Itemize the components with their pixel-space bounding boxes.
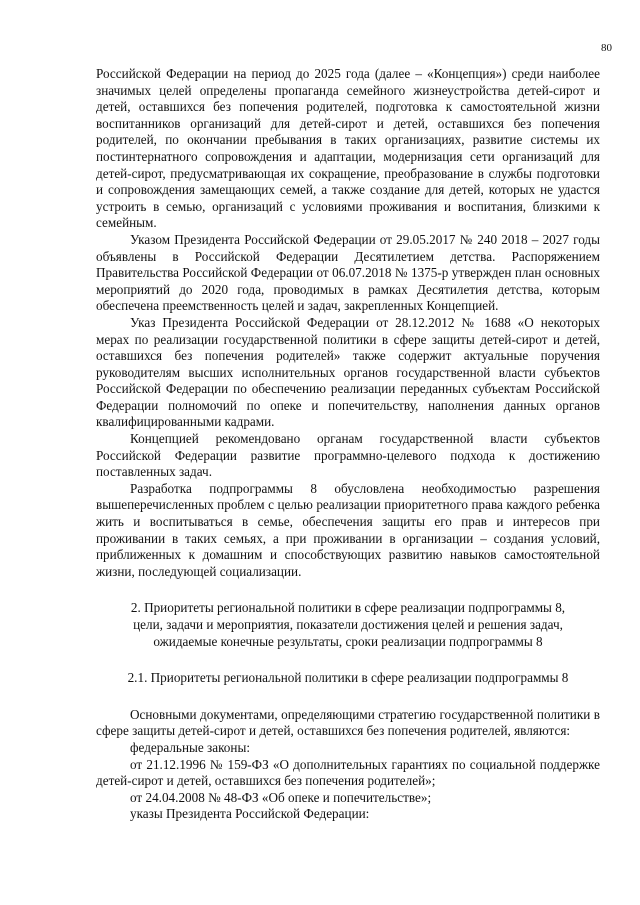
paragraph-concept-recommendation: Концепцией рекомендовано органам государственной власти субъектов Российской Федерации развитие программно-целевого подхода к достижению поставленных задач. [96,431,600,480]
law-item-159-fz: от 21.12.1996 № 159-ФЗ «О дополнительных гарантиях по социальной поддержке детей-сирот и детей, оставшихся без попечения родителей»; [96,756,600,789]
section-heading-line: ожидаемые конечные результаты, сроки реализации подпрограммы 8 [153,633,543,649]
page-number: 80 [601,42,612,54]
paragraph-basis-documents: Основными документами, определяющими стратегию государственной политики в сфере защиты детей-сирот и детей, оставшихся без попечения родителей, являются: [96,706,600,739]
section-heading-line: цели, задачи и мероприятия, показатели достижения целей и решения задач, [133,617,563,632]
paragraph-concept-goals: Российской Федерации на период до 2025 года (далее – «Концепция») среди наиболее значимых целей определены пропаганда семейного жизнеустройства детей-сирот и детей, оставшихся без попечения родителей, подготовка к самостоятельной жизни воспитанников организаций для детей-сирот и детей, оставшихся без попечения родителей, по окончании пребывания в таких организациях, развитие системы их постинтернатного сопровождения и адаптации, модернизация сети организаций для детей-сирот, предусматривающая их сокращение, преобразование в службы подготовки и сопровождения замещающих семей, а также создание для детей, которых не удастся устроить в семью, организаций с условиями проживания и воспитания, близкими к семейным. [96,66,600,231]
paragraph-subprogram-rationale: Разработка подпрограммы 8 обусловлена необходимостью разрешения вышеперечисленных проблем с целью реализации приоритетного права каждого ребенка жить и воспитываться в семье, обеспечения защиты его прав и интересов при проживании в таких семьях, а при проживании в организации – создания условий, приближенных к домашним и способствующих развитию навыков самостоятельной жизни, последующей социализации. [96,480,600,579]
section-heading [96,600,600,650]
subsection-heading: 2.1. Приоритеты региональной политики в сфере реализации подпрограммы 8 [127,670,569,686]
paragraph-decade-of-childhood: Указом Президента Российской Федерации от 29.05.2017 № 240 2018 – 2027 годы объявлены в Российской Федерации Десятилетием детства. Распоряжением Правительства Российской Федерации от 06.07.2018 № 1375-р утвержден план основных мероприятий до 2020 года, проводимых в рамках Десятилетия детства, которым обеспечена преемственность целей и задач, закрепленных Концепцией. [96,231,600,314]
law-item-48-fz: от 24.04.2008 № 48-ФЗ «Об опеке и попечительстве»; [130,789,432,805]
decrees-label: указы Президента Российской Федерации: [130,806,370,822]
document-body [96,66,600,823]
paragraph-decree-1688: Указ Президента Российской Федерации от 28.12.2012 № 1688 «О некоторых мерах по реализации государственной политики в сфере защиты детей-сирот и детей, оставшихся без попечения родителей» также содержит актуальные поручения руководителям высших исполнительных органов государственной власти субъектов Российской Федерации по обеспечению реализации переданных субъектам Российской Федерации полномочий по опеке и попечительству, наполнения данных органов квалифицированными кадрами. [96,314,600,430]
federal-laws-label: федеральные законы: [130,739,250,755]
section-heading-line: 2. Приоритеты региональной политики в сфере реализации подпрограммы 8, [130,600,566,616]
